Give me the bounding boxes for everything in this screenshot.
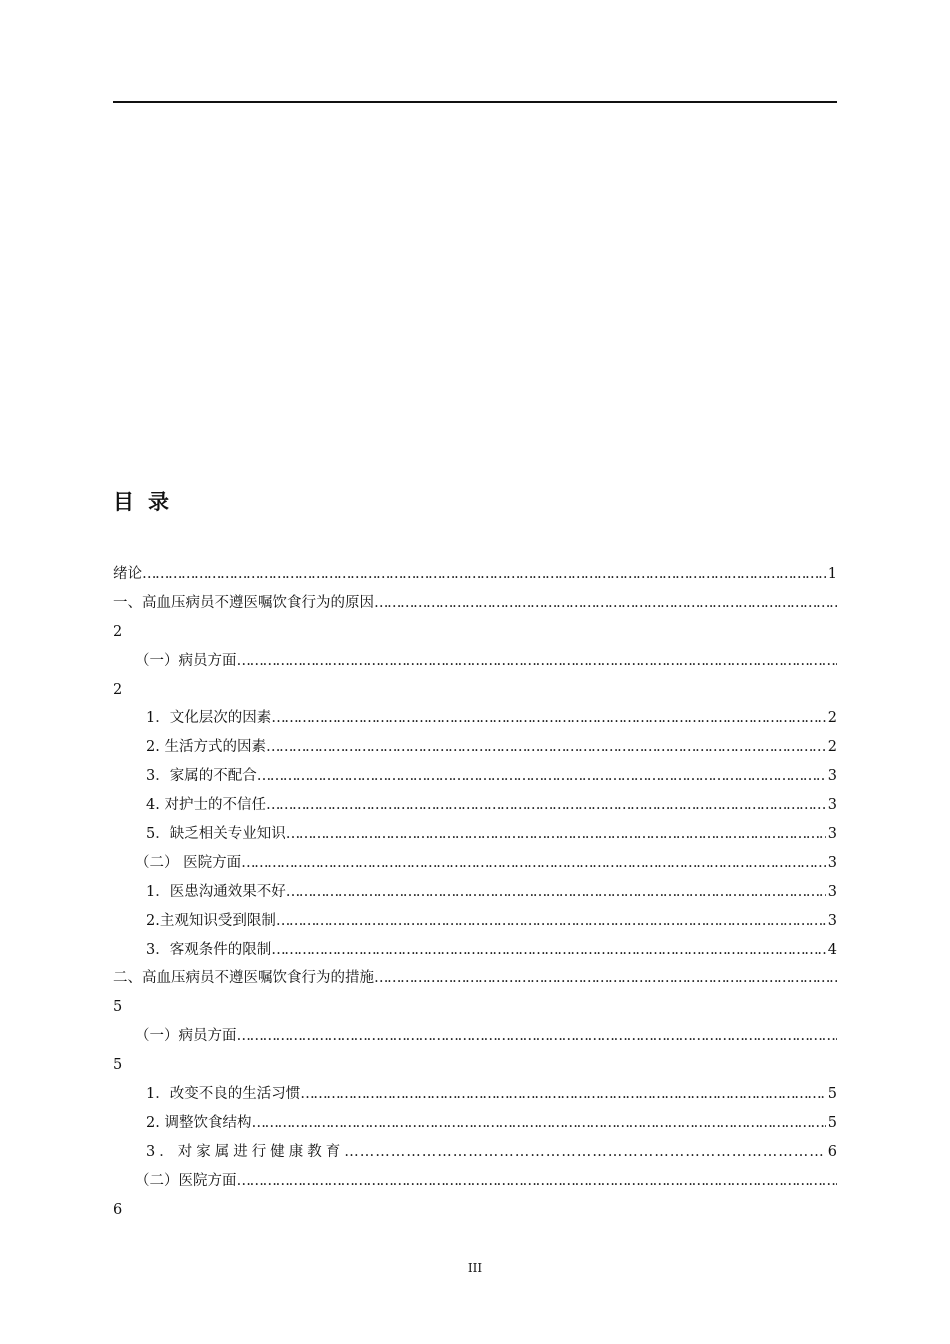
header-rule	[113, 101, 837, 103]
toc-entry-label: 绪论	[113, 566, 142, 582]
toc-entry-page: 2	[827, 710, 837, 727]
toc-leader-dots	[266, 791, 826, 820]
toc-entry[interactable]	[113, 907, 837, 936]
toc-entry-label: 3．对家属进行健康教育	[146, 1143, 345, 1160]
toc-entry-page: 4	[827, 941, 837, 958]
toc-entry[interactable]	[113, 1022, 837, 1051]
toc-entry-page: 3	[827, 883, 837, 900]
toc-entry[interactable]	[113, 589, 837, 618]
toc-leader-dots	[286, 878, 826, 907]
toc-entry-page: 5	[827, 1114, 837, 1131]
toc-entry[interactable]	[113, 762, 837, 791]
toc-entry[interactable]	[113, 1167, 837, 1196]
toc-leader-dots	[271, 704, 826, 733]
toc-entry-label: 一、高血压病员不遵医嘱饮食行为的原因	[113, 594, 374, 611]
toc-entry-label: 5．缺乏相关专业知识	[146, 826, 286, 843]
toc-entry[interactable]	[113, 1109, 837, 1138]
toc-leader-dots	[300, 1080, 826, 1109]
toc-leader-dots	[266, 733, 826, 762]
toc-leader-dots	[271, 936, 826, 965]
toc-entry-page: 5	[113, 999, 123, 1016]
toc-entry[interactable]	[113, 704, 837, 733]
toc-entry-page: 2	[827, 739, 837, 756]
toc-entry-label: （一）病员方面	[135, 652, 237, 669]
toc-entry-label: 2. 生活方式的因素	[146, 739, 266, 756]
table-of-contents	[113, 560, 837, 1224]
toc-entry-label: 3．客观条件的限制	[146, 941, 272, 958]
toc-leader-dots	[237, 1167, 838, 1196]
toc-entry-page: 3	[827, 854, 837, 871]
toc-leader-dots	[257, 762, 826, 791]
toc-entry-label: 二、高血压病员不遵医嘱饮食行为的措施	[113, 970, 374, 987]
toc-entry-page: 2	[113, 681, 123, 698]
toc-leader-dots	[237, 1022, 838, 1051]
toc-entry[interactable]	[113, 964, 837, 993]
toc-entry-page: 3	[827, 826, 837, 843]
toc-entry[interactable]	[113, 1138, 837, 1167]
toc-entry[interactable]	[113, 791, 837, 820]
toc-entry[interactable]	[113, 1080, 837, 1109]
toc-entry-label: 2.主观知识受到限制	[146, 912, 276, 929]
toc-leader-dots	[374, 589, 837, 618]
toc-entry-label: 2. 调整饮食结构	[146, 1114, 252, 1131]
toc-entry-page: 6	[827, 1143, 837, 1160]
toc-entry-label: （二）医院方面	[135, 1172, 237, 1189]
page-number: III	[467, 1261, 483, 1275]
toc-entry[interactable]	[113, 560, 837, 589]
toc-entry-label: 3．家属的不配合	[146, 768, 257, 785]
toc-title: 目录	[113, 490, 183, 514]
toc-leader-dots	[251, 1109, 825, 1138]
toc-entry-page: 3	[827, 768, 837, 785]
toc-leader-dots	[286, 820, 826, 849]
toc-leader-dots	[374, 964, 837, 993]
toc-entry[interactable]	[113, 936, 837, 965]
toc-entry-page: 2	[113, 623, 123, 640]
toc-entry[interactable]	[113, 733, 837, 762]
toc-entry-label: 4. 对护士的不信任	[146, 797, 266, 814]
toc-entry[interactable]	[113, 878, 837, 907]
toc-entry-page: 3	[827, 797, 837, 814]
toc-entry-page: 5	[113, 1057, 123, 1074]
toc-leader-dots	[142, 560, 826, 589]
toc-entry[interactable]	[113, 849, 837, 878]
toc-entry-label: （二） 医院方面	[135, 854, 242, 871]
toc-entry-page: 6	[113, 1201, 123, 1218]
toc-entry-label: 1．医患沟通效果不好	[146, 883, 286, 900]
toc-entry-label: （一）病员方面	[135, 1028, 237, 1045]
toc-entry-page: 1	[827, 566, 837, 582]
toc-leader-dots	[241, 849, 826, 878]
toc-entry-page: 5	[827, 1086, 837, 1103]
toc-leader-dots	[237, 647, 838, 676]
toc-entry-page: 3	[827, 912, 837, 929]
toc-entry-label: 1．文化层次的因素	[146, 710, 272, 727]
toc-entry[interactable]	[113, 820, 837, 849]
toc-entry-label: 1．改变不良的生活习惯	[146, 1086, 301, 1103]
toc-leader-dots	[344, 1138, 826, 1167]
toc-entry[interactable]	[113, 647, 837, 676]
toc-leader-dots	[276, 907, 826, 936]
